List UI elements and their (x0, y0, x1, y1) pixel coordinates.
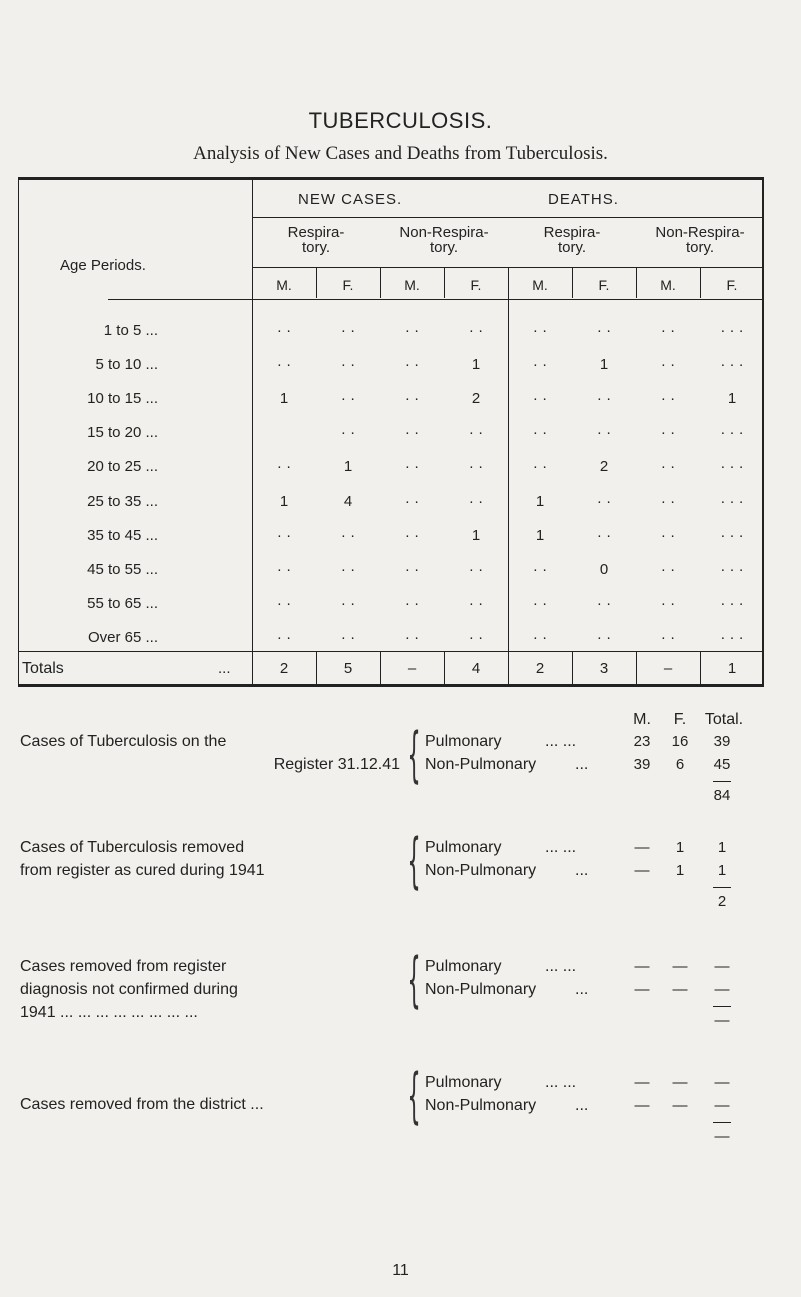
summary-grand-total: — (714, 1012, 730, 1029)
table-cell: · · (276, 560, 292, 578)
table-cell: · · (660, 458, 676, 476)
summary-type: Pulmonary (425, 839, 502, 856)
summary-label-line: Cases removed from register (20, 958, 227, 975)
table-cell: 0 (599, 560, 609, 578)
table-cell: · · (404, 356, 420, 374)
table-cell: · · (340, 356, 356, 374)
sex-header: M. (276, 277, 292, 293)
table-cell: · · (660, 628, 676, 646)
summary-value-m: — (634, 862, 650, 879)
table-cell: · · (468, 322, 484, 339)
table-cell: · · (596, 628, 612, 646)
table-cell: · · (404, 628, 420, 646)
summary-value-m: 23 (633, 733, 651, 750)
deaths-header: DEATHS. (548, 191, 619, 208)
summary-label-line: Cases of Tuberculosis removed (20, 839, 245, 856)
summary-type: Non-Pulmonary (425, 756, 537, 773)
column-rule (636, 268, 637, 298)
summary-value-total: 1 (717, 839, 727, 856)
sub-header: Respira- tory. (543, 224, 601, 256)
summary-col-header: Total. (704, 711, 744, 728)
summary-grand-total: — (714, 1128, 730, 1145)
summary-label-line: Register 31.12.41 (273, 756, 400, 773)
age-period-label: 1 to 5 ... (103, 322, 158, 339)
summary-total-rule (713, 887, 731, 888)
table-cell: · · (404, 458, 420, 476)
summary-value-total: — (714, 1097, 730, 1114)
table-cell: · · (532, 356, 548, 374)
table-cell: · · (468, 424, 484, 442)
table-cell: · · (404, 322, 420, 339)
table-cell: · · (276, 628, 292, 646)
table-cell: · · (404, 526, 420, 544)
age-period-label: 20 to 25 ... (87, 458, 158, 476)
page-subtitle: Analysis of New Cases and Deaths from Tuberculosis. (193, 143, 608, 164)
table-cell: · · (468, 560, 484, 578)
table-cell: · · (660, 492, 676, 510)
summary-value-f: — (672, 958, 688, 975)
summary-value-m: 39 (633, 756, 651, 773)
page-number: 11 (392, 1262, 409, 1279)
sub-header-rule (252, 267, 762, 268)
summary-total-rule (713, 1006, 731, 1007)
brace-mark: { (407, 720, 421, 790)
table-cell: · · · (720, 492, 744, 510)
table-cell: · · (468, 458, 484, 476)
summary-leader: ... (575, 862, 589, 879)
totals-cell: 5 (343, 660, 353, 677)
table-cell: · · (596, 390, 612, 408)
table-cell: 1 (599, 356, 609, 374)
table-cell: · · (468, 492, 484, 510)
summary-value-f: 1 (675, 839, 685, 856)
table-cell: · · · (720, 594, 744, 612)
summary-value-f: 16 (671, 733, 689, 750)
summary-leader: ... (575, 1097, 589, 1114)
sex-header: M. (532, 277, 548, 293)
summary-leader: ... ... (545, 958, 577, 975)
table-cell: · · (596, 492, 612, 510)
table-cell: · · · (720, 424, 744, 442)
table-cell: 1 (535, 492, 545, 510)
table-cell: · · (340, 322, 356, 339)
sub-header: Non-Respira- tory. (655, 224, 745, 256)
table-cell: 2 (471, 390, 481, 408)
totals-cell: 4 (471, 660, 481, 677)
summary-total-rule (713, 1122, 731, 1123)
summary-type: Non-Pulmonary (425, 981, 537, 998)
sex-header: F. (726, 277, 738, 293)
column-rule-lower (700, 651, 701, 686)
summary-col-header: F. (673, 711, 687, 728)
tuberculosis-table (18, 177, 764, 687)
summary-value-f: 6 (675, 756, 685, 773)
sex-header: F. (598, 277, 610, 293)
table-cell: 1 (535, 526, 545, 544)
summary-grand-total: 84 (713, 787, 731, 804)
table-cell: · · (660, 560, 676, 578)
table-cell: · · (276, 458, 292, 476)
table-cell: · · (276, 594, 292, 612)
totals-cell: 3 (599, 660, 609, 677)
summary-value-m: — (634, 1074, 650, 1091)
summary-leader: ... ... (545, 1074, 577, 1091)
column-rule (572, 268, 573, 298)
summary-value-m: — (634, 958, 650, 975)
table-cell: 1 (727, 390, 737, 408)
sex-header: F. (470, 277, 482, 293)
column-rule (700, 268, 701, 298)
table-cell: 1 (471, 526, 481, 544)
age-period-label: 35 to 45 ... (87, 526, 158, 544)
table-top-rule (18, 177, 764, 180)
column-rule-lower (572, 651, 573, 686)
table-cell: · · (596, 322, 612, 339)
age-period-label: 10 to 15 ... (87, 390, 158, 408)
page-title: TUBERCULOSIS. (308, 108, 493, 133)
summary-value-total: — (714, 1074, 730, 1091)
summary-leader: ... ... (545, 733, 577, 750)
table-cell: 4 (343, 492, 353, 510)
summary-type: Pulmonary (425, 958, 502, 975)
table-cell: · · (340, 526, 356, 544)
totals-cell: – (663, 660, 673, 677)
totals-top-rule (18, 651, 764, 652)
table-cell: · · (468, 628, 484, 646)
summary-label-line: 1941 ... ... ... ... ... ... ... ... (20, 1004, 198, 1021)
summary-value-total: — (714, 981, 730, 998)
table-cell: · · (404, 594, 420, 612)
table-cell: 1 (343, 458, 353, 476)
summary-label-line: Cases of Tuberculosis on the (20, 733, 227, 750)
summary-value-m: — (634, 981, 650, 998)
column-rule-lower (444, 651, 445, 686)
table-cell: · · (276, 356, 292, 374)
summary-value-total: 45 (713, 756, 731, 773)
sub-header: Respira- tory. (287, 224, 345, 256)
brace-mark: { (407, 826, 421, 896)
table-cell: 2 (599, 458, 609, 476)
table-cell: · · (532, 424, 548, 442)
totals-label: Totals (22, 660, 64, 677)
table-cell: · · · (720, 560, 744, 578)
summary-leader: ... ... (545, 839, 577, 856)
age-period-label: 45 to 55 ... (87, 560, 158, 578)
table-bottom-rule (18, 684, 764, 687)
column-rule (380, 268, 381, 298)
table-cell: · · (276, 526, 292, 544)
summary-value-f: — (672, 1074, 688, 1091)
table-cell: · · (340, 628, 356, 646)
table-cell: · · (596, 594, 612, 612)
sex-header: F. (342, 277, 354, 293)
new-cases-header: NEW CASES. (298, 191, 403, 208)
summary-label-line: from register as cured during 1941 (20, 862, 265, 879)
summary-total-rule (713, 781, 731, 782)
table-cell: · · · (720, 458, 744, 476)
table-cell: · · (596, 526, 612, 544)
sex-header: M. (660, 277, 676, 293)
table-cell: · · · (720, 356, 744, 374)
summary-value-f: — (672, 981, 688, 998)
table-cell: · · (660, 424, 676, 442)
table-cell: · · · (720, 322, 744, 339)
summary-label-line: diagnosis not confirmed during (20, 981, 238, 998)
summary-value-m: — (634, 839, 650, 856)
table-cell: · · (532, 560, 548, 578)
table-cell: 1 (471, 356, 481, 374)
age-period-label: Over 65 ... (87, 628, 158, 646)
column-rule (444, 268, 445, 298)
table-cell: · · (596, 424, 612, 442)
table-cell: · · (340, 424, 356, 442)
table-cell: · · (532, 594, 548, 612)
summary-value-m: — (634, 1097, 650, 1114)
brace-mark: { (407, 1061, 421, 1131)
table-cell: · · (660, 322, 676, 339)
summary-col-header: M. (633, 711, 651, 728)
table-cell: · · (340, 390, 356, 408)
column-rule (508, 268, 509, 687)
table-cell: · · (532, 390, 548, 408)
table-cell: · · (340, 594, 356, 612)
table-cell: · · · (720, 526, 744, 544)
table-cell: · · · (720, 628, 744, 646)
table-cell: · · (532, 458, 548, 476)
sex-header: M. (404, 277, 420, 293)
totals-cell: 2 (279, 660, 289, 677)
age-period-label: 15 to 20 ... (87, 424, 158, 442)
age-period-label: 25 to 35 ... (87, 492, 158, 510)
table-cell: 1 (279, 492, 289, 510)
summary-value-total: — (714, 958, 730, 975)
table-left-rule (18, 177, 19, 687)
summary-grand-total: 2 (717, 893, 727, 910)
column-rule (316, 268, 317, 298)
summary-leader: ... (575, 756, 589, 773)
table-cell: · · (340, 560, 356, 578)
age-periods-header: Age Periods. (60, 257, 146, 274)
summary-value-f: — (672, 1097, 688, 1114)
table-cell: · · (404, 390, 420, 408)
age-period-label: 55 to 65 ... (87, 594, 158, 612)
summary-leader: ... (575, 981, 589, 998)
summary-value-total: 1 (717, 862, 727, 879)
totals-leader: ... (218, 660, 231, 677)
summary-label-line: Cases removed from the district ... (20, 1096, 264, 1113)
group-header-rule (252, 217, 762, 218)
table-cell: 1 (279, 390, 289, 408)
table-cell: · · (532, 322, 548, 339)
summary-type: Pulmonary (425, 1074, 502, 1091)
summary-value-f: 1 (675, 862, 685, 879)
summary-value-total: 39 (713, 733, 731, 750)
summary-type: Pulmonary (425, 733, 502, 750)
totals-cell: 2 (535, 660, 545, 677)
totals-cell: – (407, 660, 417, 677)
table-cell: · · (468, 594, 484, 612)
summary-type: Non-Pulmonary (425, 1097, 537, 1114)
table-cell: · · (404, 560, 420, 578)
column-rule-lower (380, 651, 381, 686)
header-bottom-rule (108, 299, 762, 300)
age-period-label: 5 to 10 ... (95, 356, 158, 374)
table-cell: · · (660, 356, 676, 374)
brace-mark: { (407, 945, 421, 1015)
table-cell: · · (276, 322, 292, 339)
column-rule-lower (636, 651, 637, 686)
table-cell: · · (532, 628, 548, 646)
table-cell: · · (404, 492, 420, 510)
table-cell: · · (404, 424, 420, 442)
totals-cell: 1 (727, 660, 737, 677)
column-rule-lower (316, 651, 317, 686)
table-cell: · · (660, 526, 676, 544)
table-cell: · · (660, 594, 676, 612)
summary-type: Non-Pulmonary (425, 862, 537, 879)
sub-header: Non-Respira- tory. (399, 224, 489, 256)
table-cell: · · (660, 390, 676, 408)
